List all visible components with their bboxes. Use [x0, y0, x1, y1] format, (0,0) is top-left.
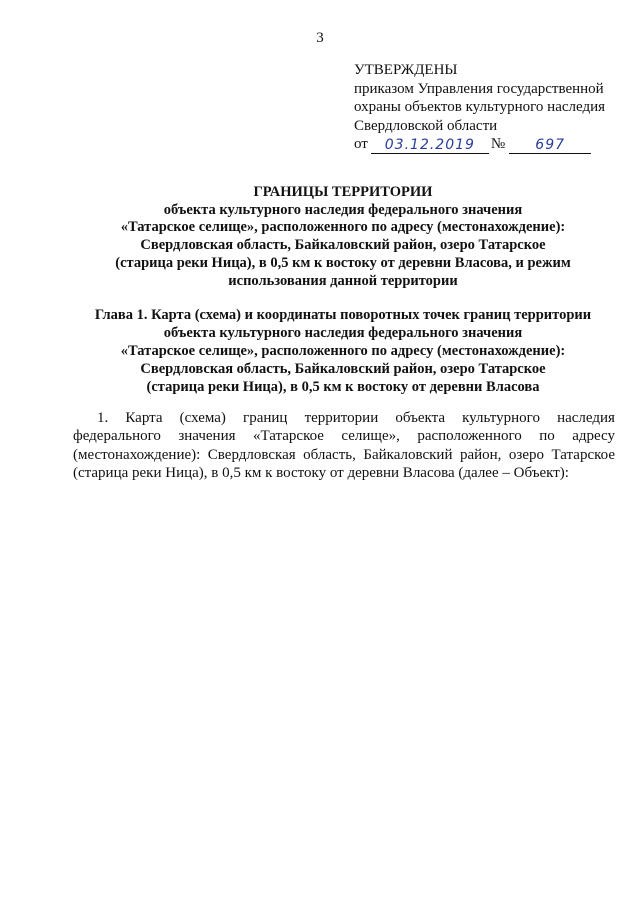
approval-line: Свердловской области: [354, 117, 498, 134]
word: адресу: [572, 428, 615, 445]
document-title: [60, 184, 626, 290]
word: объекта: [395, 410, 445, 426]
paragraph-line: [73, 446, 615, 464]
chapter-line: Свердловская область, Байкаловский район, озеро Татарское: [140, 361, 546, 377]
approval-line: охраны объектов культурного наследия: [354, 99, 606, 115]
word: область,: [303, 446, 356, 463]
title-line: «Татарское селище», расположенного по адресу (местонахождение):: [120, 219, 566, 236]
number-prefix: №: [490, 136, 506, 152]
chapter-line: (старица реки Ница), в 0,5 км к востоку от деревни Власова: [146, 379, 540, 395]
word: район,: [459, 446, 502, 463]
handwritten-order-number: 697: [509, 137, 591, 154]
word: территории: [304, 410, 379, 426]
word: федерального: [73, 428, 161, 445]
chapter-title: [60, 306, 626, 396]
chapter-line: Глава 1. Карта (схема) и координаты поворотных точек границ территории: [94, 307, 592, 323]
word: озеро: [508, 446, 545, 463]
body-paragraph: [73, 409, 615, 482]
word: значения: [178, 428, 236, 445]
word: Карта: [125, 410, 163, 426]
paragraph-line: [73, 409, 615, 427]
date-prefix: от: [354, 136, 368, 152]
page-number: 3: [316, 30, 324, 46]
handwritten-date: 03.12.2019: [371, 137, 489, 154]
word: «Татарское: [252, 428, 324, 445]
title-line: Свердловская область, Байкаловский район, озеро Татарское: [140, 237, 546, 254]
word: границ: [243, 410, 288, 426]
word: расположенного: [417, 428, 522, 445]
word: культурного: [462, 410, 540, 426]
word: Свердловская: [207, 446, 296, 463]
paragraph-line: (старица реки Ница), в 0,5 км к востоку от деревни Власова (далее – Объект):: [73, 464, 569, 481]
word: по: [539, 428, 555, 445]
word: 1.: [97, 410, 109, 426]
approval-heading: УТВЕРЖДЕНЫ: [354, 62, 458, 78]
title-line: (старица реки Ница), в 0,5 км к востоку от деревни Власова, и режим: [115, 254, 571, 271]
chapter-line: «Татарское селище», расположенного по адресу (местонахождение):: [120, 343, 566, 359]
word: (схема): [179, 410, 226, 426]
word: селище»,: [341, 428, 400, 445]
title-line: объекта культурного наследия федерального значения: [163, 201, 523, 218]
approval-line: приказом Управления государственной: [354, 80, 604, 97]
word: Байкаловский: [363, 446, 453, 463]
title-line: использования данной территории: [228, 272, 458, 289]
title-line: ГРАНИЦЫ ТЕРРИТОРИИ: [253, 184, 433, 200]
word: (местонахождение):: [73, 446, 201, 463]
paragraph-line: [73, 427, 615, 445]
approval-block: [354, 61, 624, 154]
approval-date-line: [354, 135, 624, 154]
word: Татарское: [551, 446, 615, 463]
chapter-line: объекта культурного наследия федерального значения: [163, 325, 523, 341]
word: наследия: [557, 410, 615, 426]
